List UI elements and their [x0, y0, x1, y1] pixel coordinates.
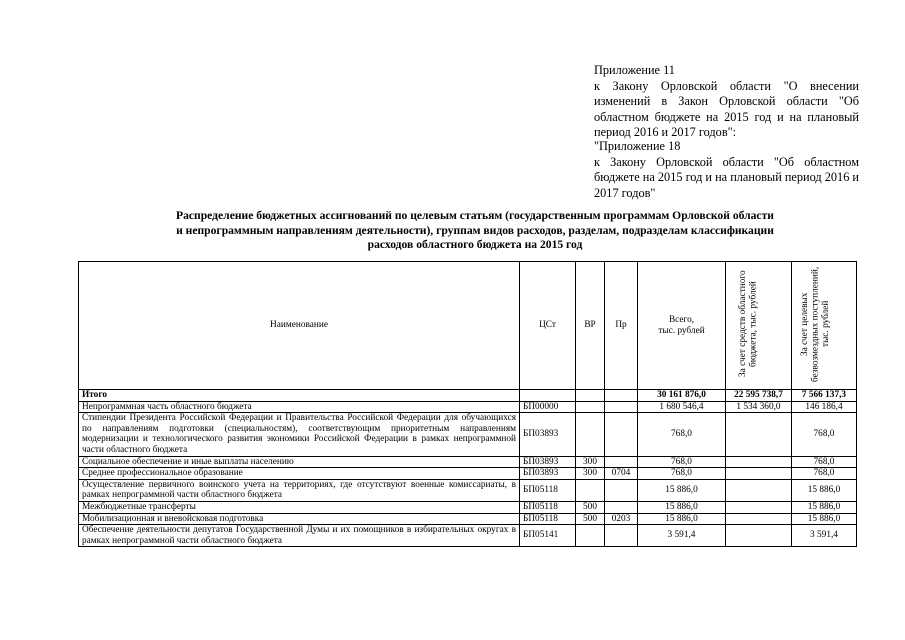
appendix-11-heading: Приложение 11: [594, 63, 675, 77]
row-cst: БП03893: [520, 413, 576, 456]
header-name: Наименование: [79, 262, 520, 390]
row-pr: 0203: [605, 513, 638, 525]
row-name: Социальное обеспечение и иные выплаты населению: [79, 456, 520, 468]
row-grants: 15 886,0: [792, 513, 857, 525]
row-grants: 768,0: [792, 413, 857, 456]
table-row: [79, 513, 857, 525]
row-pr: [605, 501, 638, 513]
row-cst: БП03893: [520, 456, 576, 468]
row-vr: 300: [576, 468, 605, 480]
row-grants: 7 566 137,3: [792, 390, 857, 402]
row-cst: БП05118: [520, 501, 576, 513]
row-regional: 1 534 360,0: [726, 401, 792, 413]
row-regional: [726, 456, 792, 468]
row-vr: [576, 525, 605, 547]
row-name: Межбюджетные трансферты: [79, 501, 520, 513]
row-vr: [576, 479, 605, 501]
row-regional: 22 595 738,7: [726, 390, 792, 402]
row-grants: 146 186,4: [792, 401, 857, 413]
row-total: 3 591,4: [638, 525, 726, 547]
title-line-1: Распределение бюджетных ассигнований по целевым статьям (государственным программам Орловской области: [176, 209, 774, 222]
row-total: 768,0: [638, 468, 726, 480]
row-total: 15 886,0: [638, 501, 726, 513]
row-cst: БП05118: [520, 513, 576, 525]
row-name: Среднее профессиональное образование: [79, 468, 520, 480]
header-grants: [792, 262, 857, 390]
row-total: 30 161 876,0: [638, 390, 726, 402]
row-total: 768,0: [638, 456, 726, 468]
row-pr: [605, 525, 638, 547]
row-vr: [576, 413, 605, 456]
row-name: Итого: [79, 390, 520, 402]
header-total-line2: тыс. рублей: [658, 325, 705, 336]
header-pr: Пр: [605, 262, 638, 390]
appendix-18-note: [594, 139, 859, 201]
appendix-11-note: [594, 63, 859, 141]
header-regional-text: За счет средств областного бюджета, тыс. рублей: [737, 270, 758, 378]
appendix-11-text: к Закону Орловской области "О внесении изменений в Закон Орловской области "Об областном бюджете на 2015 год и на плановый период 2016 и 2017 годов":: [594, 78, 859, 140]
table-row: [79, 401, 857, 413]
row-name: Стипендии Президента Российской Федерации и Правительства Российской Федерации для обучающихся по направлениям подготовки (специальностям), соответствующим приоритетным направлениям модернизации и технологического развития экономики Российской Федерации в рамках непрограммной части областного бюджета: [79, 413, 520, 456]
row-name: Осуществление первичного воинского учета на территориях, где отсутствуют военные комиссариаты, в рамках непрограммной части областного бюджета: [79, 479, 520, 501]
row-vr: 300: [576, 456, 605, 468]
row-regional: [726, 513, 792, 525]
row-total: 15 886,0: [638, 513, 726, 525]
header-total: [638, 262, 726, 390]
budget-table: [78, 261, 857, 547]
row-pr: [605, 401, 638, 413]
row-grants: 15 886,0: [792, 479, 857, 501]
document-title: [130, 209, 820, 253]
row-regional: [726, 501, 792, 513]
row-cst: [520, 390, 576, 402]
table-row: [79, 456, 857, 468]
row-regional: [726, 479, 792, 501]
table-row-total: [79, 390, 857, 402]
header-total-line1: Всего,: [668, 314, 695, 325]
table-row: [79, 501, 857, 513]
row-grants: 768,0: [792, 468, 857, 480]
row-cst: БП03893: [520, 468, 576, 480]
row-regional: [726, 413, 792, 456]
row-name: Обеспечение деятельности депутатов Государственной Думы и их помощников в избирательных округах в рамках непрограммной части областного бюджета: [79, 525, 520, 547]
table-row: [79, 479, 857, 501]
table-row: [79, 525, 857, 547]
row-total: 1 680 546,4: [638, 401, 726, 413]
row-vr: 500: [576, 513, 605, 525]
header-cst: ЦСт: [520, 262, 576, 390]
row-name: Непрограммная часть областного бюджета: [79, 401, 520, 413]
row-pr: [605, 479, 638, 501]
title-line-2: и непрограммным направлениям деятельности), группам видов расходов, разделам, подразделам классификации: [176, 223, 774, 237]
table-row: [79, 413, 857, 456]
row-grants: 768,0: [792, 456, 857, 468]
row-pr: 0704: [605, 468, 638, 480]
row-grants: 3 591,4: [792, 525, 857, 547]
table-header-row: [79, 262, 857, 390]
appendix-18-heading: "Приложение 18: [594, 139, 681, 153]
row-vr: 500: [576, 501, 605, 513]
row-regional: [726, 525, 792, 547]
header-grants-text: За счет целевых безвозмездных поступлений, тыс. рублей: [800, 266, 831, 382]
row-total: 15 886,0: [638, 479, 726, 501]
row-total: 768,0: [638, 413, 726, 456]
appendix-18-text: к Закону Орловской области "Об областном бюджете на 2015 год и на плановый период 2016 и 2017 годов": [594, 154, 859, 200]
row-vr: [576, 401, 605, 413]
row-cst: БП05141: [520, 525, 576, 547]
title-line-3: расходов областного бюджета на 2015 год: [367, 238, 583, 252]
row-vr: [576, 390, 605, 402]
row-cst: БП05118: [520, 479, 576, 501]
row-pr: [605, 390, 638, 402]
header-regional: [726, 262, 792, 390]
row-name: Мобилизационная и вневойсковая подготовка: [79, 513, 520, 525]
row-pr: [605, 456, 638, 468]
row-regional: [726, 468, 792, 480]
row-pr: [605, 413, 638, 456]
header-vr: ВР: [576, 262, 605, 390]
row-grants: 15 886,0: [792, 501, 857, 513]
table-row: [79, 468, 857, 480]
row-cst: БП00000: [520, 401, 576, 413]
